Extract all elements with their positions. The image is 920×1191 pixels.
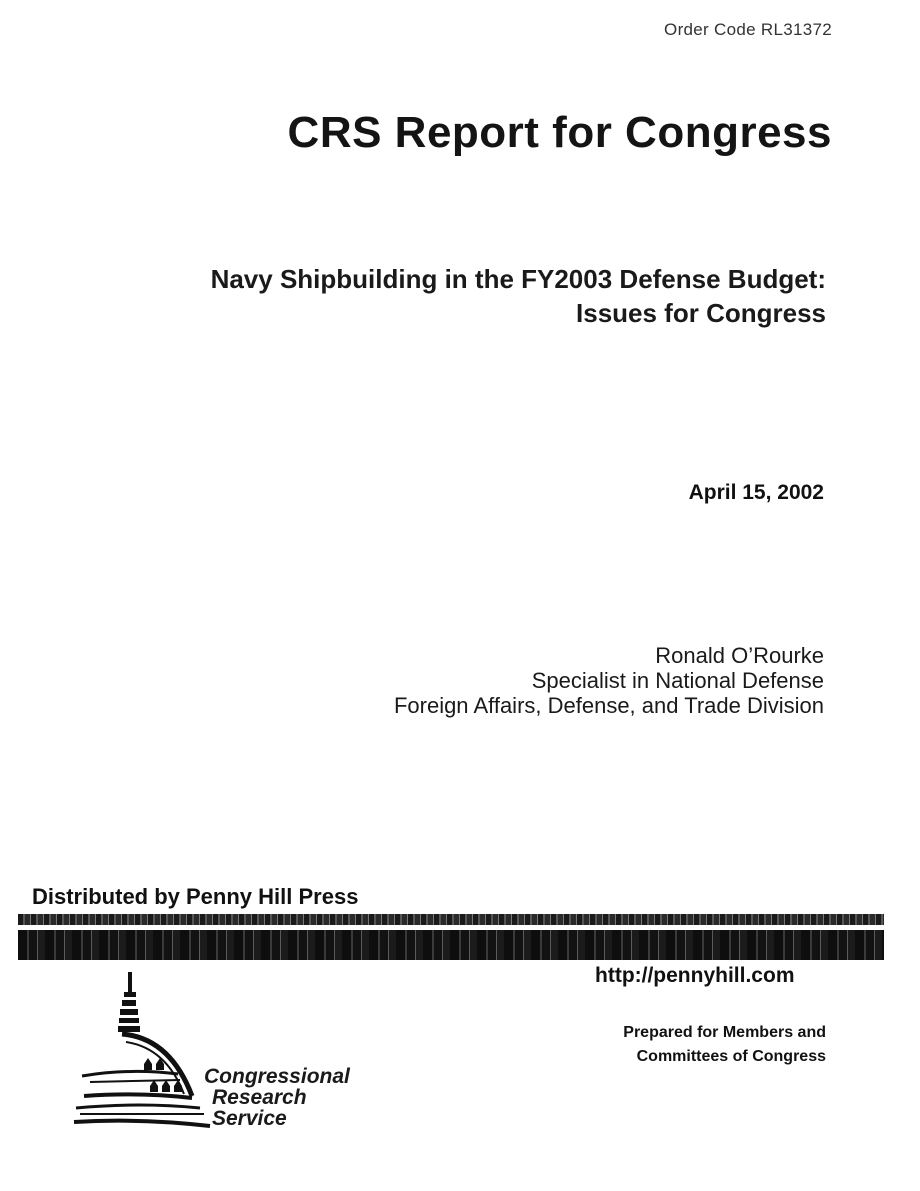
logo-line-2: Research <box>212 1086 307 1109</box>
report-subject <box>66 262 826 330</box>
logo-wordmark <box>204 1066 350 1129</box>
logo-line-3: Service <box>212 1107 287 1130</box>
logo-line-1: Congressional <box>204 1065 350 1088</box>
author-division: Foreign Affairs, Defense, and Trade Division <box>393 693 824 718</box>
divider-bar-thin <box>18 914 884 925</box>
report-date: April 15, 2002 <box>688 481 824 504</box>
author-block <box>394 643 824 718</box>
order-code: Order Code RL31372 <box>664 20 832 39</box>
distributor-label: Distributed by Penny Hill Press <box>32 884 359 909</box>
prepared-line-2: Committees of Congress <box>636 1048 826 1065</box>
report-header: CRS Report for Congress <box>287 108 832 157</box>
prepared-for <box>526 1021 826 1069</box>
distributor-url[interactable]: http://pennyhill.com <box>595 964 795 987</box>
divider-bar-thick <box>18 930 884 960</box>
subject-line-1: Navy Shipbuilding in the FY2003 Defense Budget: <box>210 264 826 294</box>
prepared-line-1: Prepared for Members and <box>623 1024 826 1041</box>
author-name: Ronald O’Rourke <box>655 643 824 668</box>
capitol-dome-icon <box>70 968 220 1138</box>
crs-logo <box>70 968 390 1138</box>
author-title: Specialist in National Defense <box>531 668 824 693</box>
subject-line-2: Issues for Congress <box>576 298 826 328</box>
